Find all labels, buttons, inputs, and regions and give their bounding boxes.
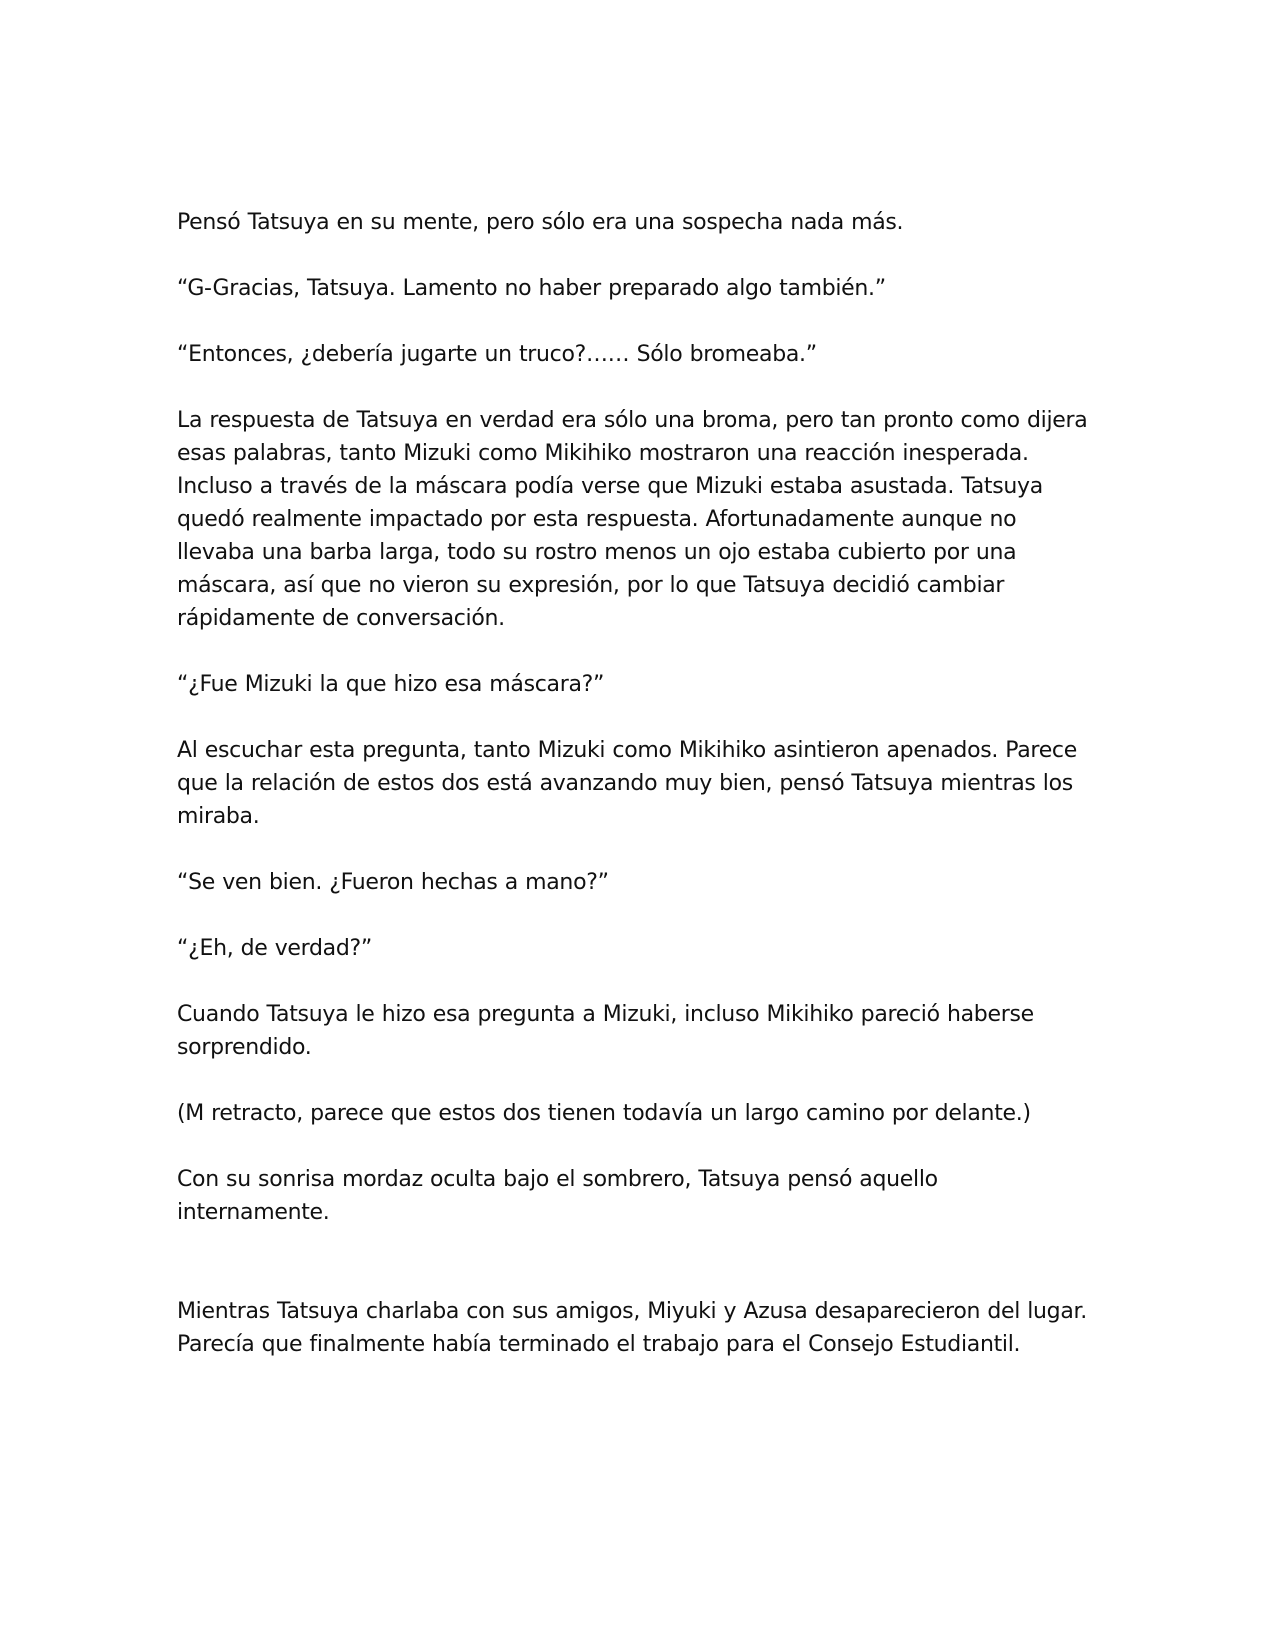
- paragraph: “¿Eh, de verdad?”: [177, 936, 372, 961]
- paragraph: “¿Fue Mizuki la que hizo esa máscara?”: [177, 672, 605, 697]
- paragraph: “G-Gracias, Tatsuya. Lamento no haber preparado algo también.”: [177, 276, 886, 301]
- document-body: [177, 206, 1097, 1394]
- paragraph: (M retracto, parece que estos dos tienen todavía un largo camino por delante.): [177, 1101, 1031, 1126]
- paragraph: La respuesta de Tatsuya en verdad era sólo una broma, pero tan pronto como dijera esas palabras, tanto Mizuki como Mikihiko mostraron una reacción inesperada. Incluso a través de la máscara podía verse que Mizuki estaba asustada. Tatsuya quedó realmente impactado por esta respuesta. Afortunadamente aunque no llevaba una barba larga, todo su rostro menos un ojo estaba cubierto por una máscara, así que no vieron su expresión, por lo que Tatsuya decidió cambiar rápidamente de conversación.: [177, 408, 1088, 631]
- paragraph: “Se ven bien. ¿Fueron hechas a mano?”: [177, 870, 609, 895]
- paragraph: “Entonces, ¿debería jugarte un truco?…… Sólo bromeaba.”: [177, 342, 817, 367]
- paragraph: Al escuchar esta pregunta, tanto Mizuki como Mikihiko asintieron apenados. Parece que la relación de estos dos está avanzando muy bien, pensó Tatsuya mientras los miraba.: [177, 738, 1077, 829]
- paragraph: Mientras Tatsuya charlaba con sus amigos, Miyuki y Azusa desaparecieron del lugar. Parecía que finalmente había terminado el trabajo para el Consejo Estudiantil.: [177, 1299, 1087, 1357]
- paragraph: Cuando Tatsuya le hizo esa pregunta a Mizuki, incluso Mikihiko pareció haberse sorprendido.: [177, 1002, 1034, 1060]
- paragraph: Pensó Tatsuya en su mente, pero sólo era una sospecha nada más.: [177, 210, 904, 235]
- paragraph: Con su sonrisa mordaz oculta bajo el sombrero, Tatsuya pensó aquello internamente.: [177, 1167, 938, 1225]
